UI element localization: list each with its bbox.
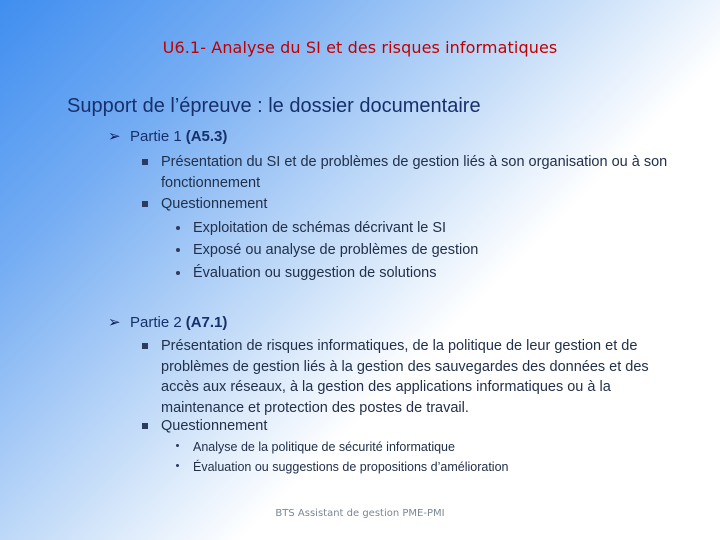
sub-list-item-text: Exploitation de schémas décrivant le SI	[193, 220, 447, 236]
sub-list-item-text: Exposé ou analyse de problèmes de gestion	[193, 242, 479, 258]
list-item-text: Questionnement	[161, 418, 268, 434]
sub-list-item	[176, 218, 446, 238]
list-item-text: Questionnement	[161, 196, 268, 212]
part-1-label: Partie 1	[130, 127, 182, 145]
list-item	[142, 152, 682, 193]
part-2-heading	[108, 313, 227, 331]
dot-bullet-icon	[176, 271, 180, 275]
sub-list-item-text: Évaluation ou suggestion de solutions	[193, 265, 437, 281]
list-item	[142, 416, 682, 437]
arrow-bullet-icon: ➢	[108, 128, 121, 145]
dot-bullet-icon	[176, 248, 180, 252]
list-item	[142, 194, 682, 215]
sub-list-item-text: Analyse de la politique de sécurité informatique	[193, 440, 455, 454]
slide-title: U6.1- Analyse du SI et des risques informatiques	[162, 38, 558, 57]
sub-list-item	[176, 437, 455, 457]
dot-bullet-icon	[176, 464, 179, 467]
square-bullet-icon	[142, 201, 148, 207]
sub-list-item	[176, 457, 508, 477]
list-item-text: Présentation du SI et de problèmes de gestion liés à son organisation ou à son fonctionnement	[161, 154, 668, 191]
sub-list-item-text: Évaluation ou suggestions de propositions d’amélioration	[193, 460, 509, 474]
square-bullet-icon	[142, 159, 148, 165]
arrow-bullet-icon: ➢	[108, 314, 121, 331]
square-bullet-icon	[142, 423, 148, 429]
part-1-heading	[108, 127, 227, 145]
square-bullet-icon	[142, 343, 148, 349]
part-2-label: Partie 2	[130, 313, 182, 331]
slide-subtitle: Support de l’épreuve : le dossier documentaire	[67, 95, 481, 117]
list-item-text: Présentation de risques informatiques, de la politique de leur gestion et de problèmes de gestion liés à la gestion des sauvegardes des données et des accès aux réseaux, à la gestion des applications informatiques ou à la maintenance et protection des postes de travail.	[161, 338, 649, 416]
sub-list-item	[176, 263, 436, 283]
part-2-code: (A7.1)	[185, 313, 228, 331]
slide-footer: BTS Assistant de gestion PME-PMI	[275, 508, 445, 519]
sub-list-item	[176, 240, 478, 260]
list-item	[142, 336, 682, 418]
part-1-code: (A5.3)	[185, 127, 228, 145]
dot-bullet-icon	[176, 444, 179, 447]
dot-bullet-icon	[176, 226, 180, 230]
